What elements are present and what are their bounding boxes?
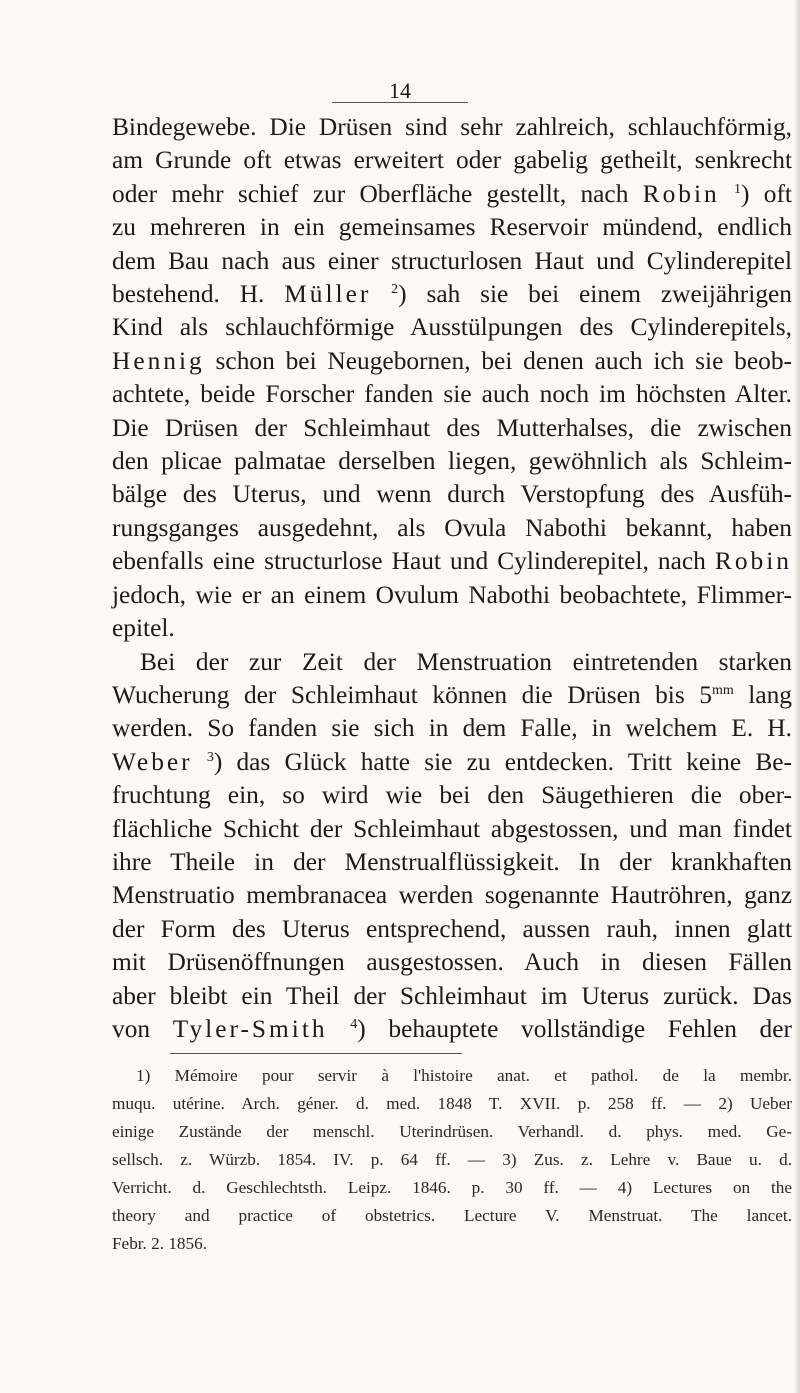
body-line: flächliche Schicht der Schleimhaut abgestossen, und man findet [112,814,792,843]
footnote-line: Febr. 2. 1856. [112,1234,208,1253]
footnotes [112,1062,792,1258]
body-line: rungsganges ausgedehnt, als Ovula Nabothi bekannt, haben [112,513,792,542]
footnote-ref: 2 [391,282,399,298]
header-rule [332,102,468,103]
body-line: Kind als schlauchförmige Ausstülpungen des Cylinderepitels, [112,313,792,342]
footnote-line: Verricht. d. Geschlechtsth. Leipz. 1846. p. 30 ff. — 4) Lectures on the [112,1178,792,1197]
body-line: fruchtung ein, so wird wie bei den Säugethieren die ober- [112,781,792,810]
body-line: Bei der zur Zeit der Menstruation eintretenden starken [140,647,792,676]
page-number: 14 [389,78,411,103]
author-name: Hennig [112,346,205,375]
body-line: oder mehr schief zur Oberfläche gestellt, nach Robin $^1$) oft [112,179,792,208]
body-line: von Tyler-Smith $^4$) behauptete vollständige Fehlen der [112,1014,792,1043]
author-name: Tyler-Smith [172,1014,328,1043]
body-line: bestehend. H. Müller $^2$) sah sie bei einem zweijährigen [112,280,792,309]
author-name: Robin [642,179,720,208]
body-line: mit Drüsenöffnungen ausgestossen. Auch in diesen Fällen [112,948,792,977]
body-line: am Grunde oft etwas erweitert oder gabelig getheilt, senkrecht [112,146,792,175]
body-line: Menstruatio membranacea werden sogenannte Hautröhren, ganz [112,881,792,910]
page-edge-shadow [794,0,800,1393]
body-line: aber bleibt ein Theil der Schleimhaut im Uterus zurück. Das [112,981,792,1010]
footnote-line: theory and practice of obstetrics. Lecture V. Menstruat. The lancet. [112,1206,792,1225]
body-line: Wucherung der Schleimhaut können die Drüsen bis $5^{mm}$ lang [112,680,793,709]
body-text [112,111,792,1046]
body-line: achtete, beide Forscher fanden sie auch noch im höchsten Alter. [112,380,792,409]
footnote-ref: 4 [350,1016,358,1032]
footnote-line: 1) Mémoire pour servir à l'histoire anat. et pathol. de la membr. [136,1066,792,1085]
body-line: Die Drüsen der Schleimhaut des Mutterhalses, die zwischen [112,413,792,442]
body-line: Hennig schon bei Neugebornen, bei denen auch ich sie beob- [112,346,792,375]
body-line: bälge des Uterus, und wenn durch Verstopfung des Ausfüh- [112,480,792,509]
body-line: Weber $^3$) das Glück hatte sie zu entdecken. Tritt keine Be- [112,747,792,776]
author-name: Weber [112,747,193,776]
footnote-line: muqu. utérine. Arch. géner. d. med. 1848 T. XVII. p. 258 ff. — 2) Ueber [112,1094,792,1113]
footnote-line: einige Zustände der menschl. Uterindrüsen. Verhandl. d. phys. med. Ge- [112,1122,792,1141]
body-line: epitel. [112,614,175,643]
body-line: zu mehreren in ein gemeinsames Reservoir mündend, endlich [112,213,792,242]
footnote-rule [170,1053,462,1054]
footnote-ref: 1 [734,181,742,197]
body-line: jedoch, wie er an einem Ovulum Nabothi beobachtete, Flimmer- [112,580,792,609]
body-line: Bindegewebe. Die Drüsen sind sehr zahlreich, schlauchförmig, [112,113,792,141]
body-line: ihre Theile in der Menstrualflüssigkeit. In der krankhaften [112,847,792,876]
unit-superscript: mm [711,682,734,698]
author-name: Robin [714,547,792,576]
body-line: der Form des Uterus entsprechend, aussen rauh, innen glatt [112,914,792,943]
body-line: werden. So fanden sie sich in dem Falle, in welchem E. H. [112,714,792,743]
body-line: ebenfalls eine structurlose Haut und Cylinderepitel, nach Robin [112,547,792,576]
footnote-ref: 3 [206,749,214,765]
footnote-line: sellsch. z. Würzb. 1854. IV. p. 64 ff. — 3) Zus. z. Lehre v. Baue u. d. [112,1150,792,1169]
body-line: dem Bau nach aus einer structurlosen Haut und Cylinderepitel [112,246,792,275]
body-line: den plicae palmatae derselben liegen, gewöhnlich als Schleim- [112,447,792,476]
author-name: Müller [284,280,372,309]
